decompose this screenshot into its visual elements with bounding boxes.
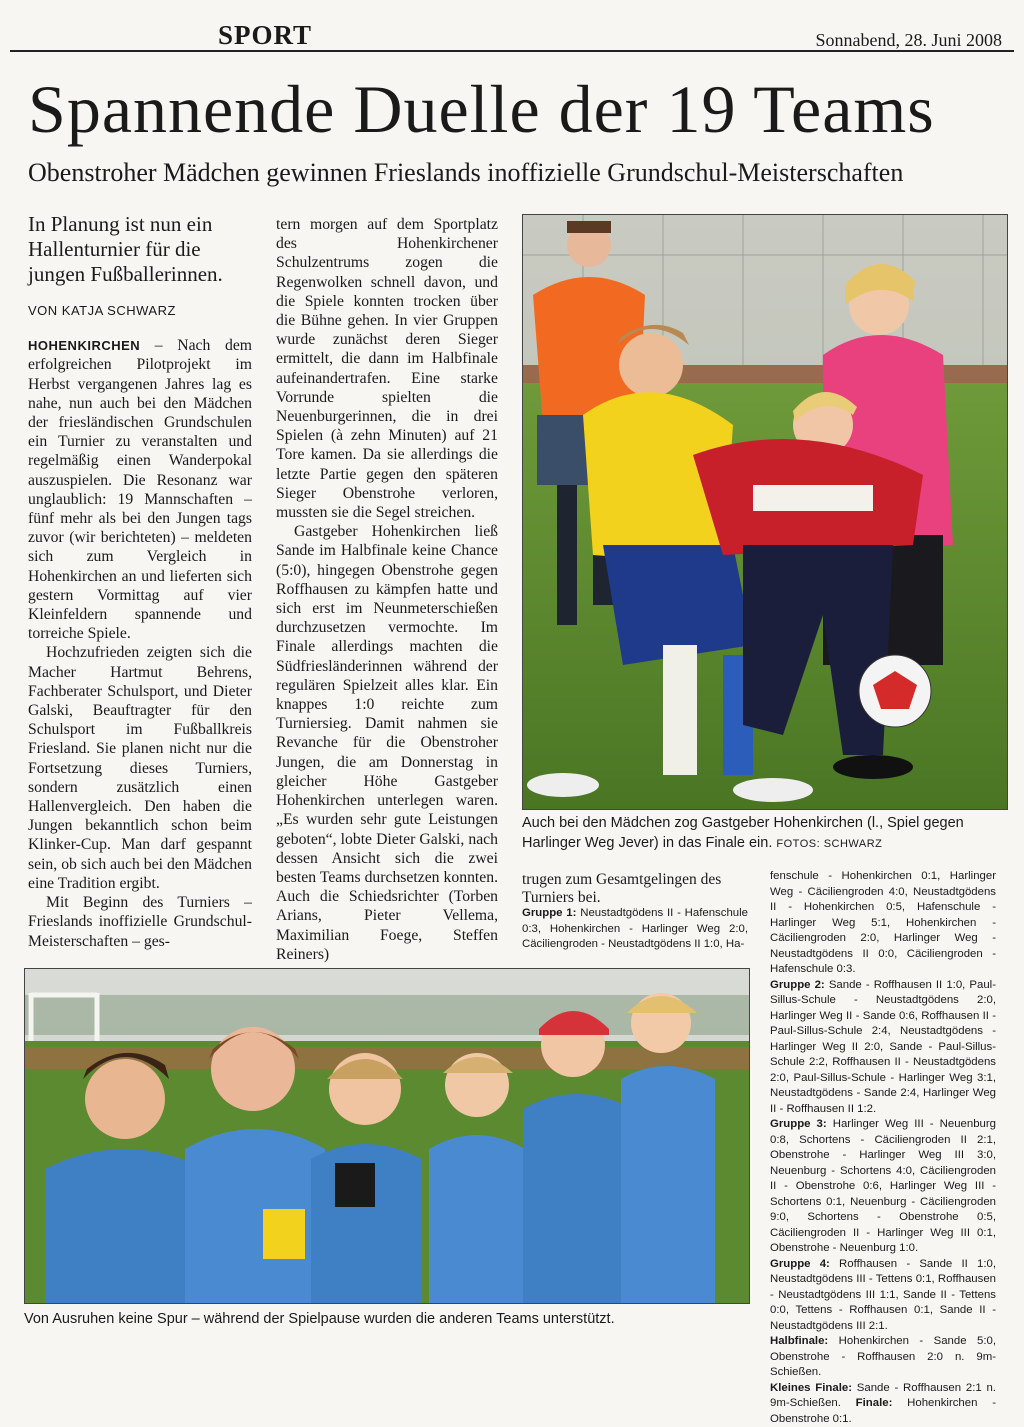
cheering-team-image [25, 969, 749, 1303]
results-group-3 [770, 1117, 996, 1257]
results-text: Hohenkirchen - Sande 5:0, Obenstrohe - Roffhausen 2:0 n. 9m-Schießen. [770, 1335, 996, 1378]
results-block-1 [522, 906, 748, 953]
results-group-4 [770, 1257, 996, 1335]
results-text: Neustadtgödens II - Hafenschule 0:3, Hohenkirchen - Harlinger Weg 2:0, Cäciliengroden - Neustadtgödens II 1:0, Ha- [522, 907, 748, 950]
results-label: Kleines Finale: [770, 1382, 852, 1394]
results-text: Hohenkirchen - Obenstrohe 0:1. [770, 1397, 996, 1425]
results-label: Gruppe 1: [522, 907, 576, 919]
results-group-1-cont: fenschule - Hohenkirchen 0:1, Harlinger Weg - Cäciliengroden 4:0, Neustadtgödens II - Hohenkirchen 0:5, Hafenschule - Harlinger Weg 5:1, Hohenkirchen - Cäciliengroden 2:0, Harlinger Weg - Neustadtgödens II 0:0, Cäciliengroden - Hafenschule 0:3. [770, 869, 996, 978]
results-text: Harlinger Weg III - Neuenburg 0:8, Schortens - Cäciliengroden II 2:1, Obenstrohe - Harlinger Weg III 3:0, Neuenburg - Schortens 4:0, Cäciliengroden II - Obenstrohe 0:6, Harlinger Weg III - Schortens 0:1, Neuenburg - Cäciliengroden 9:0, Schortens - Obenstrohe 0:5, Cäciliengroden II - Harlinger Weg III 0:1, Obenstrohe - Neuenburg 1:0. [770, 1118, 996, 1254]
paragraph: Mit Beginn des Turniers – Frieslands inoffizielle Grundschul-Meisterschaften – ges- [28, 893, 252, 951]
photo-cheering-team [24, 968, 750, 1304]
paragraph: Gastgeber Hohenkirchen ließ Sande im Halbfinale keine Chance (5:0), hingegen Obenstrohe gegen Roffhausen zu kämpfen hatte und sich erst im Neunmeterschießen durchzusetzen vermochte. Im Finale allerdings machten die Südfriesländerinnen während der regulären Spielzeit alles klar. Ein knappes 1:0 reichte zum Turniersieg. Damit nahmen sie Revanche für die Obenstroher Jungen, die am Donnerstag in gleicher Höhe Gastgeber Hohenkirchen unterlegen waren. „Es wurden sehr gute Leistungen geboten“, lobte Dieter Galski, nach dessen Ansicht sich die zwei besten Teams durchsetzen konnten. Auch die Schiedsrichter (Torben Arians, Pieter Vellema, Maximilian Foege, Steffen Reiners) [276, 522, 498, 964]
results-third-place [770, 1381, 996, 1427]
subheadline: Obenstroher Mädchen gewinnen Frieslands inoffizielle Grundschul-Meisterschaften [28, 158, 903, 188]
results-text: Roffhausen - Sande II 1:0, Neustadtgödens III - Tettens 0:1, Roffhausen - Neustadtgödens III 1:1, Sande II - Tettens 0:0, Tettens - Roffhausen 0:1, Sande II - Neustadtgödens III 2:1. [770, 1258, 996, 1332]
headline: Spannende Duelle der 19 Teams [28, 70, 935, 149]
paragraph [28, 336, 252, 643]
masthead-rule [10, 50, 1014, 52]
photo-caption-1 [522, 813, 1006, 854]
results-text: Sande - Roffhausen 2:1 n. 9m-Schießen. [770, 1382, 996, 1410]
article-column-1 [28, 212, 252, 951]
results-label: Gruppe 2: [770, 979, 825, 991]
paragraph: Hochzufrieden zeigten sich die Macher Hartmut Behrens, Fachberater Schulsport, und Dieter Galski, Beauftragter für den Schulsport im Fußballkreis Friesland. Sie planen nicht nur die Fortsetzung dieses Turniers, sondern zusätzlich einen Hallenvergleich. Den haben die Jungen bekanntlich schon beim Klinker-Cup. Man darf gespannt sein, ob sich auch bei den Mädchen eine Tradition ergibt. [28, 643, 252, 893]
photo-match-action [522, 214, 1008, 810]
paragraph-text: – Nach dem erfolgreichen Pilotprojekt im Herbst vergangenen Jahres lag es nahe, nun auch bei den Mädchen der friesländischen Grundschulen ein Turnier zu veranstalten und regelmäßig einen Wanderpokal auszuspielen. Die Resonanz war unglaublich: 19 Mannschaften – fünf mehr als bei den Jungen tags zuvor (wir berichteten) – meldeten sich zum Vergleich in Hohenkirchen an und lieferten sich gestern Vormittag auf vier Kleinfeldern spannende und torreiche Spiele. [28, 337, 252, 642]
results-group-2 [770, 978, 996, 1118]
results-group-1 [522, 906, 748, 953]
issue-date: Sonnabend, 28. Juni 2008 [816, 30, 1003, 51]
results-label: Halbfinale: [770, 1335, 828, 1347]
dateline: HOHENKIRCHEN [28, 338, 140, 353]
article-column-3 [522, 871, 752, 907]
teaser: In Planung ist nun ein Hallenturnier für die jungen Fußballerinnen. [28, 212, 252, 287]
caption-text: Auch bei den Mädchen zog Gastgeber Hohenkirchen (l., Spiel gegen Harlinger Weg Jever) in das Finale ein. [522, 815, 964, 851]
results-label: Finale: [856, 1397, 893, 1409]
paragraph: tern morgen auf dem Sportplatz des Hohenkirchener Schulzentrums zogen die Regenwolken schnell davon, und die Spiele konnten trocken über die Bühne gehen. In vier Gruppen wurde zunächst deren Sieger ermittelt, die dann im Halbfinale aufeinandertrafen. Eine starke Vorrunde spielten die Neuenburgerinnen, die in drei Spielen (à zehn Minuten) auf 21 Tore kamen. Da sie allerdings die letzte Partie gegen den späteren Sieger Obenstrohe verloren, mussten sie die Segel streichen. [276, 215, 498, 522]
photo-caption-2: Von Ausruhen keine Spur – während der Spielpause wurden die anderen Teams unterstützt. [24, 1309, 754, 1329]
football [859, 655, 931, 727]
results-label: Gruppe 4: [770, 1258, 830, 1270]
byline: VON KATJA SCHWARZ [28, 301, 252, 320]
match-action-image [523, 215, 1007, 809]
results-block-2 [770, 869, 996, 1427]
paragraph: trugen zum Gesamtgelingen des Turniers bei. [522, 871, 752, 907]
results-semifinal [770, 1334, 996, 1381]
photo-credit: FOTOS: SCHWARZ [776, 838, 882, 850]
results-text: Sande - Roffhausen II 1:0, Paul-Sillus-Schule - Neustadtgödens 2:0, Harlinger Weg II - Sande 0:6, Roffhausen II - Paul-Sillus-Schule 2:4, Neustadtgödens - Harlinger Weg II 2:0, Sande - Paul-Sillus-Schule 2:2, Roffhausen II - Neustadtgödens 2:0, Paul-Sillus-Schule - Harlinger Weg 3:1, Neustadtgödens - Sande 2:4, Harlinger Weg II - Roffhausen II 1:2. [770, 979, 996, 1115]
results-label: Gruppe 3: [770, 1118, 827, 1130]
article-column-2 [276, 215, 498, 964]
section-label: SPORT [218, 20, 312, 51]
